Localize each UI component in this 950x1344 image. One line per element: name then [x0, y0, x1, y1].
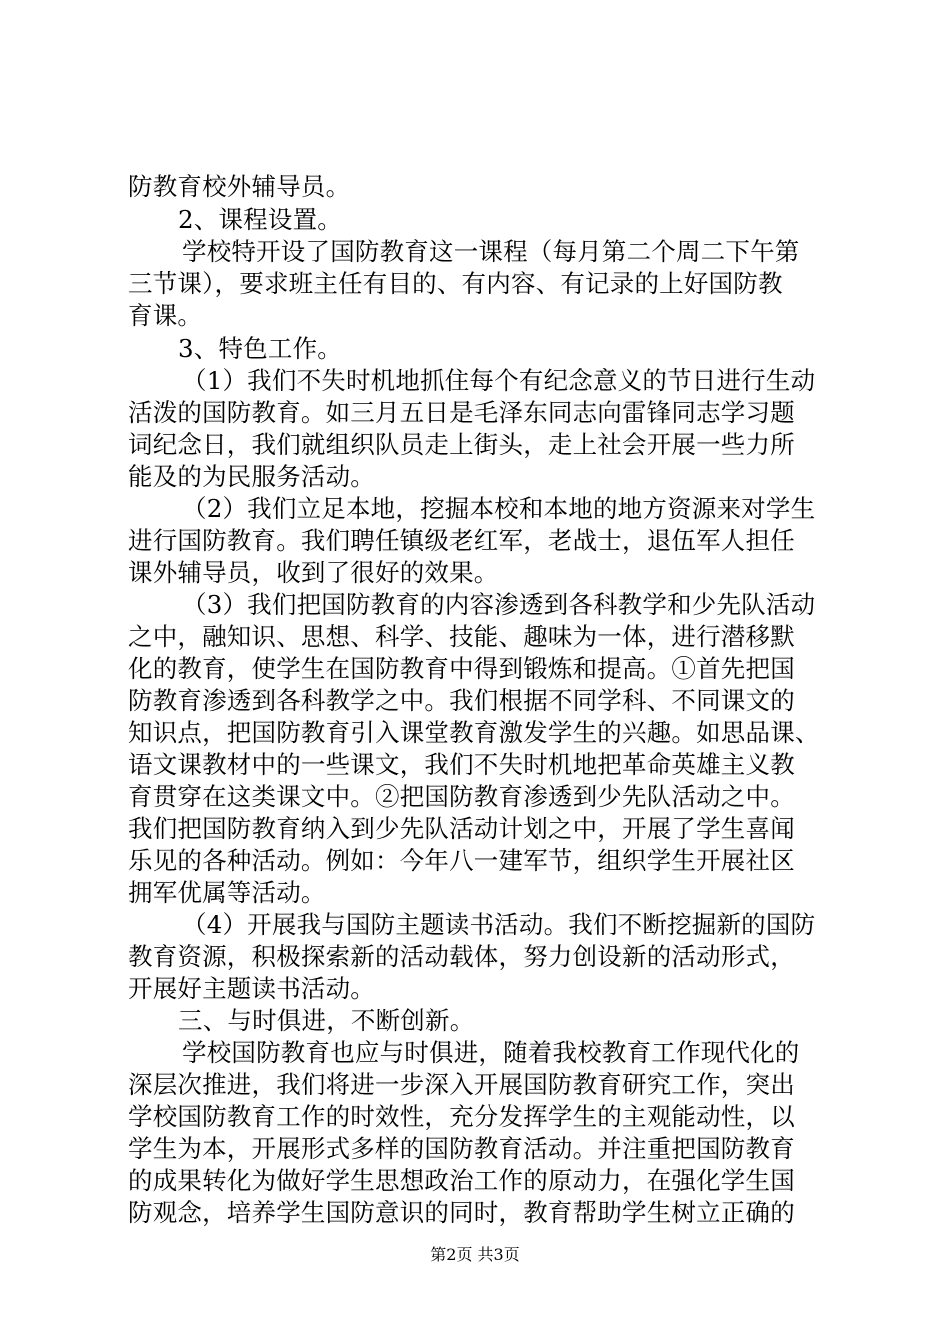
body-line: 能及的为民服务活动。: [128, 462, 375, 491]
body-line: 乐见的各种活动。例如：今年八一建军节，组织学生开展社区: [128, 846, 795, 875]
body-line: 学校特开设了国防教育这一课程（每月第二个周二下午第: [182, 237, 800, 266]
body-line: （4）开展我与国防主题读书活动。我们不断挖掘新的国防: [182, 910, 816, 939]
body-line: 育课。: [128, 301, 203, 330]
body-line: 防教育校外辅导员。: [128, 172, 351, 201]
body-line: （3）我们把国防教育的内容渗透到各科教学和少先队活动: [182, 590, 816, 619]
body-line: 三节课），要求班主任有目的、有内容、有记录的上好国防教: [128, 269, 783, 298]
body-line: 防教育渗透到各科教学之中。我们根据不同学科、不同课文的: [128, 686, 795, 715]
body-line: 词纪念日，我们就组织队员走上街头，走上社会开展一些力所: [128, 430, 795, 459]
body-line: 学校国防教育也应与时俱进，随着我校教育工作现代化的: [182, 1038, 800, 1067]
body-line: 深层次推进，我们将进一步深入开展国防教育研究工作，突出: [128, 1070, 795, 1099]
body-line: 的成果转化为做好学生思想政治工作的原动力，在强化学生国: [128, 1166, 795, 1195]
body-line: 进行国防教育。我们聘任镇级老红军，老战士，退伍军人担任: [128, 526, 795, 555]
section-heading: 2、课程设置。: [178, 205, 342, 234]
section-heading: 三、与时俱进，不断创新。: [178, 1006, 475, 1035]
body-line: 活泼的国防教育。如三月五日是毛泽东同志向雷锋同志学习题: [128, 398, 795, 427]
page-footer: 第2页 共3页: [430, 1245, 520, 1264]
body-line: 防观念，培养学生国防意识的同时，教育帮助学生树立正确的: [128, 1198, 795, 1227]
body-line: 拥军优属等活动。: [128, 878, 326, 907]
body-line: （2）我们立足本地，挖掘本校和本地的地方资源来对学生: [182, 494, 816, 523]
body-line: （1）我们不失时机地抓住每个有纪念意义的节日进行生动: [182, 366, 816, 395]
body-line: 化的教育，使学生在国防教育中得到锻炼和提高。①首先把国: [128, 654, 795, 683]
body-line: 知识点，把国防教育引入课堂教育激发学生的兴趣。如思品课、: [128, 718, 820, 747]
body-line: 我们把国防教育纳入到少先队活动计划之中，开展了学生喜闻: [128, 814, 795, 843]
body-line: 课外辅导员，收到了很好的效果。: [128, 558, 499, 587]
body-line: 语文课教材中的一些课文，我们不失时机地把革命英雄主义教: [128, 750, 795, 779]
body-line: 之中，融知识、思想、科学、技能、趣味为一体，进行潜移默: [128, 622, 795, 651]
body-line: 育贯穿在这类课文中。②把国防教育渗透到少先队活动之中。: [128, 782, 795, 811]
section-heading: 3、特色工作。: [178, 334, 342, 363]
body-line: 开展好主题读书活动。: [128, 974, 375, 1003]
body-line: 教育资源，积极探索新的活动载体，努力创设新的活动形式，: [128, 942, 795, 971]
body-line: 学校国防教育工作的时效性，充分发挥学生的主观能动性，以: [128, 1102, 795, 1131]
body-line: 学生为本，开展形式多样的国防教育活动。并注重把国防教育: [128, 1134, 795, 1163]
